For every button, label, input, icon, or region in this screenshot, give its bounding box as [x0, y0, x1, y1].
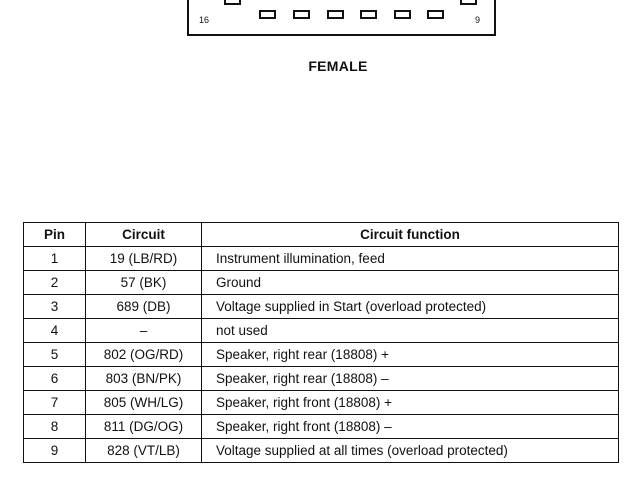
- cell-function: Speaker, right rear (18808) –: [202, 367, 619, 391]
- cell-function: Speaker, right front (18808) –: [202, 415, 619, 439]
- cell-pin: 4: [24, 319, 86, 343]
- table-row: [24, 295, 619, 319]
- cell-circuit: 689 (DB): [86, 295, 202, 319]
- connector-diagram: [187, 0, 496, 36]
- cell-function: Speaker, right front (18808) +: [202, 391, 619, 415]
- cell-function: Speaker, right rear (18808) +: [202, 343, 619, 367]
- cell-pin: 6: [24, 367, 86, 391]
- table-row: [24, 247, 619, 271]
- pin-slot-16: [224, 0, 241, 5]
- header-pin: Pin: [24, 223, 86, 247]
- table-row: [24, 415, 619, 439]
- pin-slot-11: [394, 10, 411, 19]
- cell-pin: 1: [24, 247, 86, 271]
- cell-pin: 2: [24, 271, 86, 295]
- cell-pin: 7: [24, 391, 86, 415]
- connector-caption: FEMALE: [308, 58, 368, 74]
- cell-circuit: 828 (VT/LB): [86, 439, 202, 463]
- cell-circuit: –: [86, 319, 202, 343]
- cell-circuit: 19 (LB/RD): [86, 247, 202, 271]
- cell-circuit: 57 (BK): [86, 271, 202, 295]
- cell-circuit: 802 (OG/RD): [86, 343, 202, 367]
- pin-slot-9: [460, 0, 477, 5]
- pin-slot-15: [259, 10, 276, 19]
- cell-function: Voltage supplied at all times (overload protected): [202, 439, 619, 463]
- cell-pin: 3: [24, 295, 86, 319]
- pin-slot-13: [327, 10, 344, 19]
- pin-slot-12: [360, 10, 377, 19]
- table-row: [24, 439, 619, 463]
- pin-number-right: 9: [475, 15, 481, 25]
- cell-function: Instrument illumination, feed: [202, 247, 619, 271]
- cell-circuit: 811 (DG/OG): [86, 415, 202, 439]
- cell-pin: 8: [24, 415, 86, 439]
- pin-number-left: 16: [199, 15, 210, 25]
- table-row: [24, 391, 619, 415]
- header-circuit: Circuit: [86, 223, 202, 247]
- header-circuit-function: Circuit function: [202, 223, 619, 247]
- table-row: [24, 271, 619, 295]
- cell-pin: 5: [24, 343, 86, 367]
- cell-circuit: 803 (BN/PK): [86, 367, 202, 391]
- cell-function: not used: [202, 319, 619, 343]
- table-row: [24, 319, 619, 343]
- cell-pin: 9: [24, 439, 86, 463]
- pinout-table: [23, 222, 619, 463]
- table-row: [24, 343, 619, 367]
- table-header-row: [24, 223, 619, 247]
- cell-function: Ground: [202, 271, 619, 295]
- table-row: [24, 367, 619, 391]
- cell-circuit: 805 (WH/LG): [86, 391, 202, 415]
- pin-slot-10: [427, 10, 444, 19]
- pin-slot-14: [293, 10, 310, 19]
- cell-function: Voltage supplied in Start (overload protected): [202, 295, 619, 319]
